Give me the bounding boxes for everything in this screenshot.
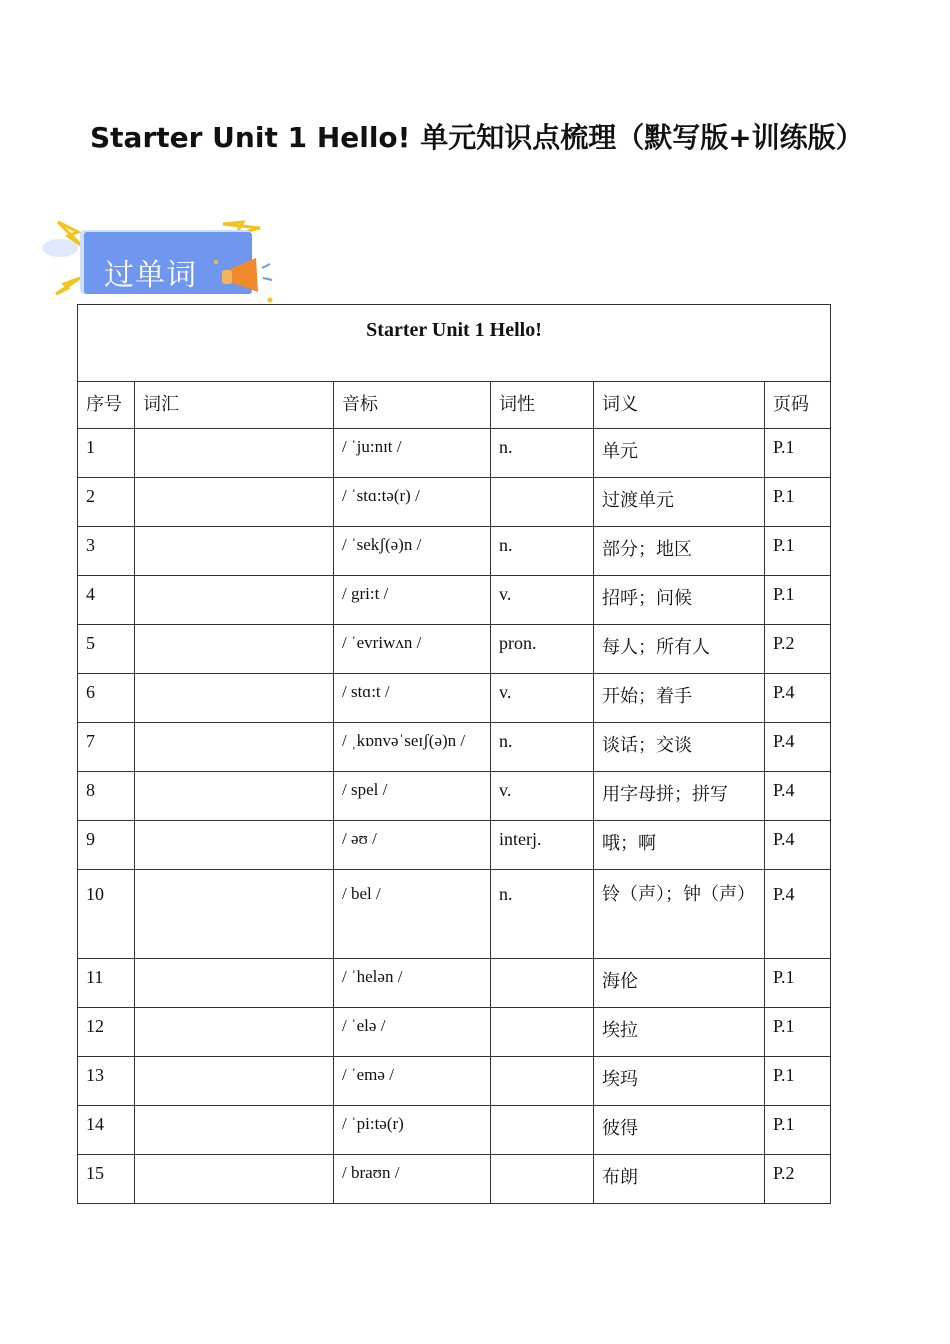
- phonetic-cell: / braʊn /: [334, 1155, 491, 1204]
- phonetic-cell: / stɑ:t /: [334, 674, 491, 723]
- phonetic-cell: / ˈju:nɪt /: [334, 429, 491, 478]
- header-word: 词汇: [135, 382, 334, 429]
- part-of-speech-cell: interj.: [491, 821, 594, 870]
- table-row: [78, 478, 831, 527]
- table-row: [78, 821, 831, 870]
- row-number: 1: [78, 429, 135, 478]
- phonetic-cell: / əʊ /: [334, 821, 491, 870]
- table-row: [78, 959, 831, 1008]
- meaning-cell: 哦；啊: [594, 821, 765, 870]
- vocabulary-table: [77, 304, 831, 1204]
- table-caption: Starter Unit 1 Hello!: [78, 305, 831, 382]
- table-row: [78, 1008, 831, 1057]
- page-title: Starter Unit 1 Hello! 单元知识点梳理（默写版+训练版）: [90, 121, 864, 154]
- part-of-speech-cell: n.: [491, 870, 594, 959]
- meaning-cell: 埃玛: [594, 1057, 765, 1106]
- phonetic-cell: / ˈelə /: [334, 1008, 491, 1057]
- row-number: 2: [78, 478, 135, 527]
- page-cell: P.1: [765, 576, 831, 625]
- word-cell: [135, 772, 334, 821]
- phonetic-cell: / bel /: [334, 870, 491, 959]
- table-row: [78, 1155, 831, 1204]
- word-cell: [135, 1008, 334, 1057]
- section-label: 过单词: [104, 258, 197, 293]
- page-cell: P.1: [765, 1106, 831, 1155]
- table-header-row: [78, 382, 831, 429]
- phonetic-cell: / ˈsekʃ(ə)n /: [334, 527, 491, 576]
- meaning-cell: 彼得: [594, 1106, 765, 1155]
- meaning-cell: 用字母拼；拼写: [594, 772, 765, 821]
- table-row: [78, 625, 831, 674]
- page-cell: P.1: [765, 1057, 831, 1106]
- part-of-speech-cell: v.: [491, 674, 594, 723]
- row-number: 11: [78, 959, 135, 1008]
- part-of-speech-cell: n.: [491, 527, 594, 576]
- table-row: [78, 674, 831, 723]
- row-number: 14: [78, 1106, 135, 1155]
- phonetic-cell: / ˌkɒnvəˈseɪʃ(ə)n /: [334, 723, 491, 772]
- table-row: [78, 527, 831, 576]
- row-number: 10: [78, 870, 135, 959]
- page-cell: P.1: [765, 959, 831, 1008]
- meaning-cell: 开始；着手: [594, 674, 765, 723]
- lightning-icon: [56, 278, 80, 294]
- page-cell: P.1: [765, 527, 831, 576]
- meaning-cell: 每人；所有人: [594, 625, 765, 674]
- row-number: 3: [78, 527, 135, 576]
- meaning-cell: 布朗: [594, 1155, 765, 1204]
- meaning-cell: 单元: [594, 429, 765, 478]
- meaning-cell: 埃拉: [594, 1008, 765, 1057]
- cloud-icon: [42, 239, 78, 257]
- meaning-cell: 铃（声）；钟（声）: [594, 870, 765, 959]
- page-cell: P.1: [765, 429, 831, 478]
- table-row: [78, 1057, 831, 1106]
- word-cell: [135, 527, 334, 576]
- part-of-speech-cell: [491, 478, 594, 527]
- row-number: 6: [78, 674, 135, 723]
- meaning-cell: 谈话；交谈: [594, 723, 765, 772]
- row-number: 8: [78, 772, 135, 821]
- part-of-speech-cell: [491, 1155, 594, 1204]
- word-cell: [135, 625, 334, 674]
- phonetic-cell: / ˈhelən /: [334, 959, 491, 1008]
- row-number: 4: [78, 576, 135, 625]
- page-cell: P.4: [765, 772, 831, 821]
- page-cell: P.2: [765, 625, 831, 674]
- word-cell: [135, 576, 334, 625]
- meaning-cell: 海伦: [594, 959, 765, 1008]
- row-number: 13: [78, 1057, 135, 1106]
- row-number: 7: [78, 723, 135, 772]
- header-page: 页码: [765, 382, 831, 429]
- word-cell: [135, 1106, 334, 1155]
- header-phonetic: 音标: [334, 382, 491, 429]
- word-cell: [135, 870, 334, 959]
- row-number: 5: [78, 625, 135, 674]
- part-of-speech-cell: pron.: [491, 625, 594, 674]
- word-cell: [135, 478, 334, 527]
- table-row: [78, 429, 831, 478]
- phonetic-cell: / spel /: [334, 772, 491, 821]
- meaning-cell: 部分；地区: [594, 527, 765, 576]
- word-cell: [135, 723, 334, 772]
- row-number: 9: [78, 821, 135, 870]
- header-part-of-speech: 词性: [491, 382, 594, 429]
- meaning-cell: 招呼；问候: [594, 576, 765, 625]
- part-of-speech-cell: v.: [491, 576, 594, 625]
- part-of-speech-cell: v.: [491, 772, 594, 821]
- phonetic-cell: / ˈstɑ:tə(r) /: [334, 478, 491, 527]
- row-number: 15: [78, 1155, 135, 1204]
- word-cell: [135, 959, 334, 1008]
- word-cell: [135, 429, 334, 478]
- word-cell: [135, 1155, 334, 1204]
- table-row: [78, 870, 831, 959]
- phonetic-cell: / ˈemə /: [334, 1057, 491, 1106]
- page-cell: P.4: [765, 821, 831, 870]
- table-row: [78, 576, 831, 625]
- meaning-cell: 过渡单元: [594, 478, 765, 527]
- table-row: [78, 772, 831, 821]
- word-cell: [135, 674, 334, 723]
- page-cell: P.4: [765, 723, 831, 772]
- phonetic-cell: / ˈpi:tə(r): [334, 1106, 491, 1155]
- page-cell: P.4: [765, 674, 831, 723]
- page-cell: P.1: [765, 478, 831, 527]
- phonetic-cell: / gri:t /: [334, 576, 491, 625]
- word-cell: [135, 1057, 334, 1106]
- part-of-speech-cell: n.: [491, 723, 594, 772]
- table-row: [78, 1106, 831, 1155]
- page-cell: P.2: [765, 1155, 831, 1204]
- part-of-speech-cell: [491, 1057, 594, 1106]
- row-number: 12: [78, 1008, 135, 1057]
- part-of-speech-cell: [491, 959, 594, 1008]
- phonetic-cell: / ˈevriwʌn /: [334, 625, 491, 674]
- header-meaning: 词义: [594, 382, 765, 429]
- page-cell: P.4: [765, 870, 831, 959]
- part-of-speech-cell: [491, 1008, 594, 1057]
- header-number: 序号: [78, 382, 135, 429]
- table-row: [78, 723, 831, 772]
- word-cell: [135, 821, 334, 870]
- page-cell: P.1: [765, 1008, 831, 1057]
- part-of-speech-cell: [491, 1106, 594, 1155]
- part-of-speech-cell: n.: [491, 429, 594, 478]
